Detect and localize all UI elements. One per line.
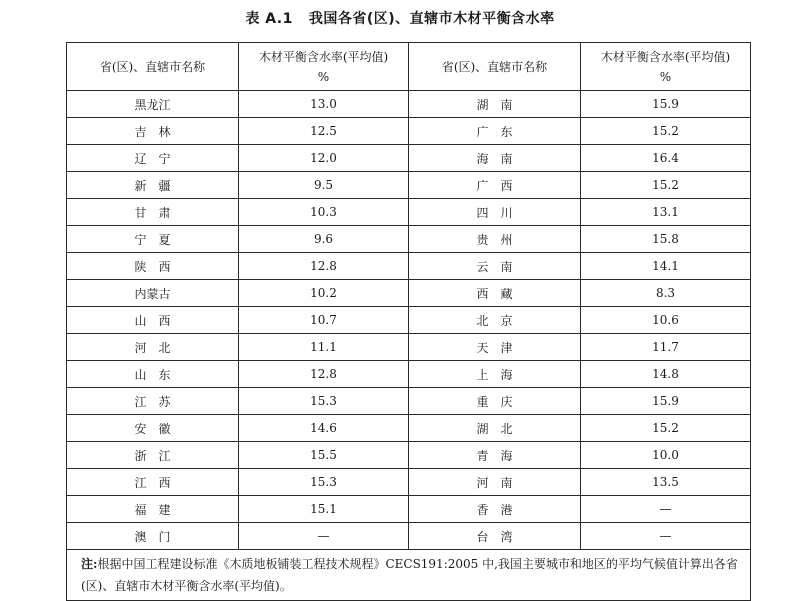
region-name-cell: 吉 林 [67, 118, 239, 145]
note-row [67, 550, 751, 601]
moisture-value-cell: 13.1 [581, 199, 751, 226]
note-cell [67, 550, 751, 601]
table-row [67, 118, 751, 145]
moisture-value-cell: 16.4 [581, 145, 751, 172]
table-row [67, 361, 751, 388]
table-row [67, 91, 751, 118]
table-row [67, 172, 751, 199]
table-row [67, 523, 751, 550]
table-row [67, 307, 751, 334]
moisture-value-cell: 15.9 [581, 388, 751, 415]
region-name-cell: 陕 西 [67, 253, 239, 280]
table-header-row [67, 43, 751, 91]
moisture-value-cell: 10.7 [239, 307, 409, 334]
region-name-cell: 河 南 [409, 469, 581, 496]
table-row [67, 415, 751, 442]
region-name-cell: 上 海 [409, 361, 581, 388]
header-right-unit: % [659, 69, 672, 84]
region-name-cell: 黑龙江 [67, 91, 239, 118]
moisture-value-cell: 15.2 [581, 118, 751, 145]
header-right-value: 木材平衡含水率(平均值) % [581, 43, 751, 91]
moisture-value-cell: 14.1 [581, 253, 751, 280]
table-row [67, 469, 751, 496]
region-name-cell: 北 京 [409, 307, 581, 334]
note-label: 注: [81, 557, 98, 571]
region-name-cell: 安 徽 [67, 415, 239, 442]
region-name-cell: 湖 北 [409, 415, 581, 442]
moisture-value-cell: 11.1 [239, 334, 409, 361]
region-name-cell: 山 西 [67, 307, 239, 334]
table-row [67, 442, 751, 469]
table-body [67, 91, 751, 550]
region-name-cell: 青 海 [409, 442, 581, 469]
moisture-value-cell: 10.3 [239, 199, 409, 226]
region-name-cell: 海 南 [409, 145, 581, 172]
table-row [67, 253, 751, 280]
table-row [67, 199, 751, 226]
region-name-cell: 江 西 [67, 469, 239, 496]
region-name-cell: 贵 州 [409, 226, 581, 253]
region-name-cell: 浙 江 [67, 442, 239, 469]
moisture-value-cell: 10.0 [581, 442, 751, 469]
table-row [67, 226, 751, 253]
header-left-unit: % [317, 69, 330, 84]
moisture-content-table [66, 42, 751, 601]
region-name-cell: 山 东 [67, 361, 239, 388]
moisture-value-cell: 15.3 [239, 388, 409, 415]
region-name-cell: 甘 肃 [67, 199, 239, 226]
table-row [67, 280, 751, 307]
moisture-value-cell: 15.5 [239, 442, 409, 469]
region-name-cell: 广 西 [409, 172, 581, 199]
region-name-cell: 广 东 [409, 118, 581, 145]
moisture-value-cell: 15.9 [581, 91, 751, 118]
region-name-cell: 辽 宁 [67, 145, 239, 172]
moisture-value-cell: 10.2 [239, 280, 409, 307]
table-title [0, 8, 800, 28]
region-name-cell: 湖 南 [409, 91, 581, 118]
region-name-cell: 澳 门 [67, 523, 239, 550]
header-left-value: 木材平衡含水率(平均值) % [239, 43, 409, 91]
moisture-value-cell: 14.6 [239, 415, 409, 442]
header-left-name: 省(区)、直辖市名称 [67, 43, 239, 91]
moisture-value-cell: 9.5 [239, 172, 409, 199]
table-row [67, 334, 751, 361]
moisture-value-cell: — [239, 523, 409, 550]
moisture-value-cell: 15.2 [581, 415, 751, 442]
moisture-value-cell: 9.6 [239, 226, 409, 253]
moisture-value-cell: 8.3 [581, 280, 751, 307]
moisture-value-cell: 11.7 [581, 334, 751, 361]
table-row [67, 388, 751, 415]
table-row [67, 145, 751, 172]
note-text: 根据中国工程建设标准《木质地板铺装工程技术规程》CECS191:2005 中,我国主要城市和地区的平均气候值计算出各省(区)、直辖市木材平衡含水率(平均值)。 [81, 557, 738, 593]
region-name-cell: 新 疆 [67, 172, 239, 199]
moisture-value-cell: 12.8 [239, 253, 409, 280]
region-name-cell: 四 川 [409, 199, 581, 226]
region-name-cell: 福 建 [67, 496, 239, 523]
table-row [67, 496, 751, 523]
region-name-cell: 重 庆 [409, 388, 581, 415]
region-name-cell: 河 北 [67, 334, 239, 361]
moisture-value-cell: 15.3 [239, 469, 409, 496]
moisture-value-cell: — [581, 523, 751, 550]
table-caption: 我国各省(区)、直辖市木材平衡含水率 [308, 11, 555, 27]
moisture-value-cell: 15.1 [239, 496, 409, 523]
moisture-value-cell: 13.5 [581, 469, 751, 496]
moisture-value-cell: 15.8 [581, 226, 751, 253]
region-name-cell: 台 湾 [409, 523, 581, 550]
region-name-cell: 天 津 [409, 334, 581, 361]
moisture-value-cell: 14.8 [581, 361, 751, 388]
region-name-cell: 宁 夏 [67, 226, 239, 253]
region-name-cell: 内蒙古 [67, 280, 239, 307]
moisture-value-cell: 15.2 [581, 172, 751, 199]
moisture-value-cell: 12.0 [239, 145, 409, 172]
region-name-cell: 云 南 [409, 253, 581, 280]
moisture-value-cell: 12.5 [239, 118, 409, 145]
region-name-cell: 西 藏 [409, 280, 581, 307]
moisture-value-cell: 10.6 [581, 307, 751, 334]
moisture-value-cell: — [581, 496, 751, 523]
moisture-value-cell: 12.8 [239, 361, 409, 388]
moisture-value-cell: 13.0 [239, 91, 409, 118]
region-name-cell: 江 苏 [67, 388, 239, 415]
table-number: 表 A.1 [245, 11, 293, 27]
header-right-name: 省(区)、直辖市名称 [409, 43, 581, 91]
region-name-cell: 香 港 [409, 496, 581, 523]
